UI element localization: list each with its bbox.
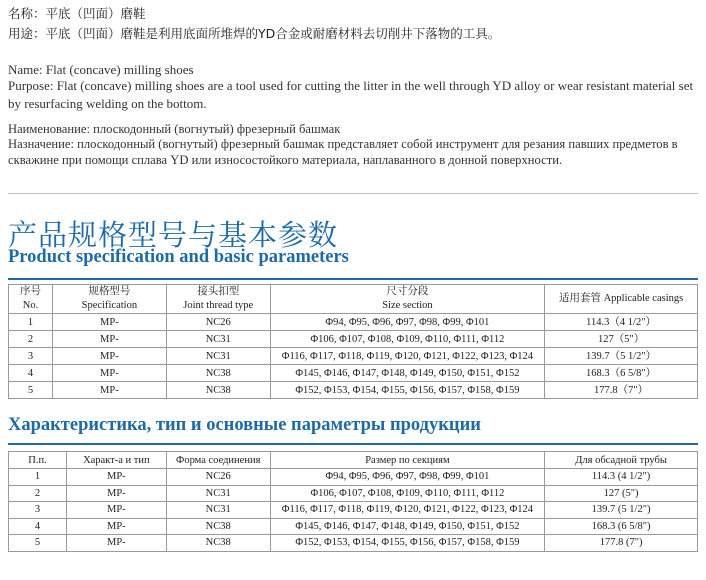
table-row: 1 MP- NC26 Φ94, Φ95, Φ96, Φ97, Φ98, Φ99, Φ101 114.3 (4 1/2") <box>9 469 698 486</box>
table-row: 4 MP- NC38 Φ145, Φ146, Φ147, Φ148, Φ149, Φ150, Φ151, Φ152 168.3 (6 5/8") <box>9 518 698 535</box>
table2-header-size: Размер по секциям <box>270 452 545 469</box>
table2-header-type: Характ-а и тип <box>66 452 166 469</box>
table1-header-casing: 适用套管 Applicable casings <box>545 285 698 314</box>
table1-header-thread: 接头扣型 Joint thread type <box>166 285 270 314</box>
spec-table-ru <box>8 451 698 552</box>
en-purpose-line: Purpose: Flat (concave) milling shoes are a tool used for cutting the litter in the well through YD alloy or wear resistant material set by resurfacing welding on the bottom. <box>8 78 694 111</box>
cn-name-line: 名称：平底（凹面）磨鞋 <box>8 6 146 21</box>
table-row: 3 MP- NC31 Φ116, Φ117, Φ118, Φ119, Φ120, Φ121, Φ122, Φ123, Φ124 139.7（5 1/2"） <box>9 348 698 365</box>
table-row: 2 MP- NC31 Φ106, Φ107, Φ108, Φ109, Φ110, Φ111, Φ112 127（5"） <box>9 331 698 348</box>
table-row: 2 MP- NC31 Φ106, Φ107, Φ108, Φ109, Φ110, Φ111, Φ112 127 (5") <box>9 485 698 502</box>
table2-header-connection: Форма соединения <box>166 452 270 469</box>
table2-header-no: П.п. <box>9 452 67 469</box>
table1-header-spec: 规格型号 Specification <box>52 285 166 314</box>
spec-table-cn-en <box>8 284 698 399</box>
table1-header-size: 尺寸分段 Size section <box>270 285 545 314</box>
heading-underline-2 <box>8 443 698 445</box>
table-row: 1 MP- NC26 Φ94, Φ95, Φ96, Φ97, Φ98, Φ99, Φ101 114.3（4 1/2"） <box>9 314 698 331</box>
ru-name-line: Наименование: плоскодонный (вогнутый) фрезерный башмак <box>8 122 341 136</box>
section-divider <box>8 193 698 194</box>
heading-en: Product specification and basic parameters <box>8 247 349 267</box>
table-row: 4 MP- NC38 Φ145, Φ146, Φ147, Φ148, Φ149, Φ150, Φ151, Φ152 168.3（6 5/8"） <box>9 365 698 382</box>
cn-purpose-line: 用途：平底（凹面）磨鞋是利用底面所堆焊的YD合金或耐磨材料去切削井下落物的工具。 <box>8 26 501 41</box>
table-row: 5 MP- NC38 Φ152, Φ153, Φ154, Φ155, Φ156, Φ157, Φ158, Φ159 177.8（7"） <box>9 382 698 399</box>
heading-cn: 产品规格型号与基本参数 <box>8 218 339 252</box>
heading-ru: Характеристика, тип и основные параметры продукции <box>8 415 481 435</box>
table1-header-no: 序号 No. <box>9 285 53 314</box>
en-name-line: Name: Flat (concave) milling shoes <box>8 62 194 77</box>
table2-header-casing: Для обсадной трубы <box>545 452 698 469</box>
table-row: 5 MP- NC38 Φ152, Φ153, Φ154, Φ155, Φ156, Φ157, Φ158, Φ159 177.8 (7") <box>9 535 698 552</box>
table-row: 3 MP- NC31 Φ116, Φ117, Φ118, Φ119, Φ120, Φ121, Φ122, Φ123, Φ124 139.7 (5 1/2") <box>9 502 698 519</box>
ru-purpose-line: Назначение: плоскодонный (вогнутый) фрезерный башмак представляет собой инструмент для резания павших предметов в скважине при помощи сплава YD или износостойкого материала, наплаванного в донной поверхности. <box>8 137 678 167</box>
heading-underline-1 <box>8 278 698 280</box>
